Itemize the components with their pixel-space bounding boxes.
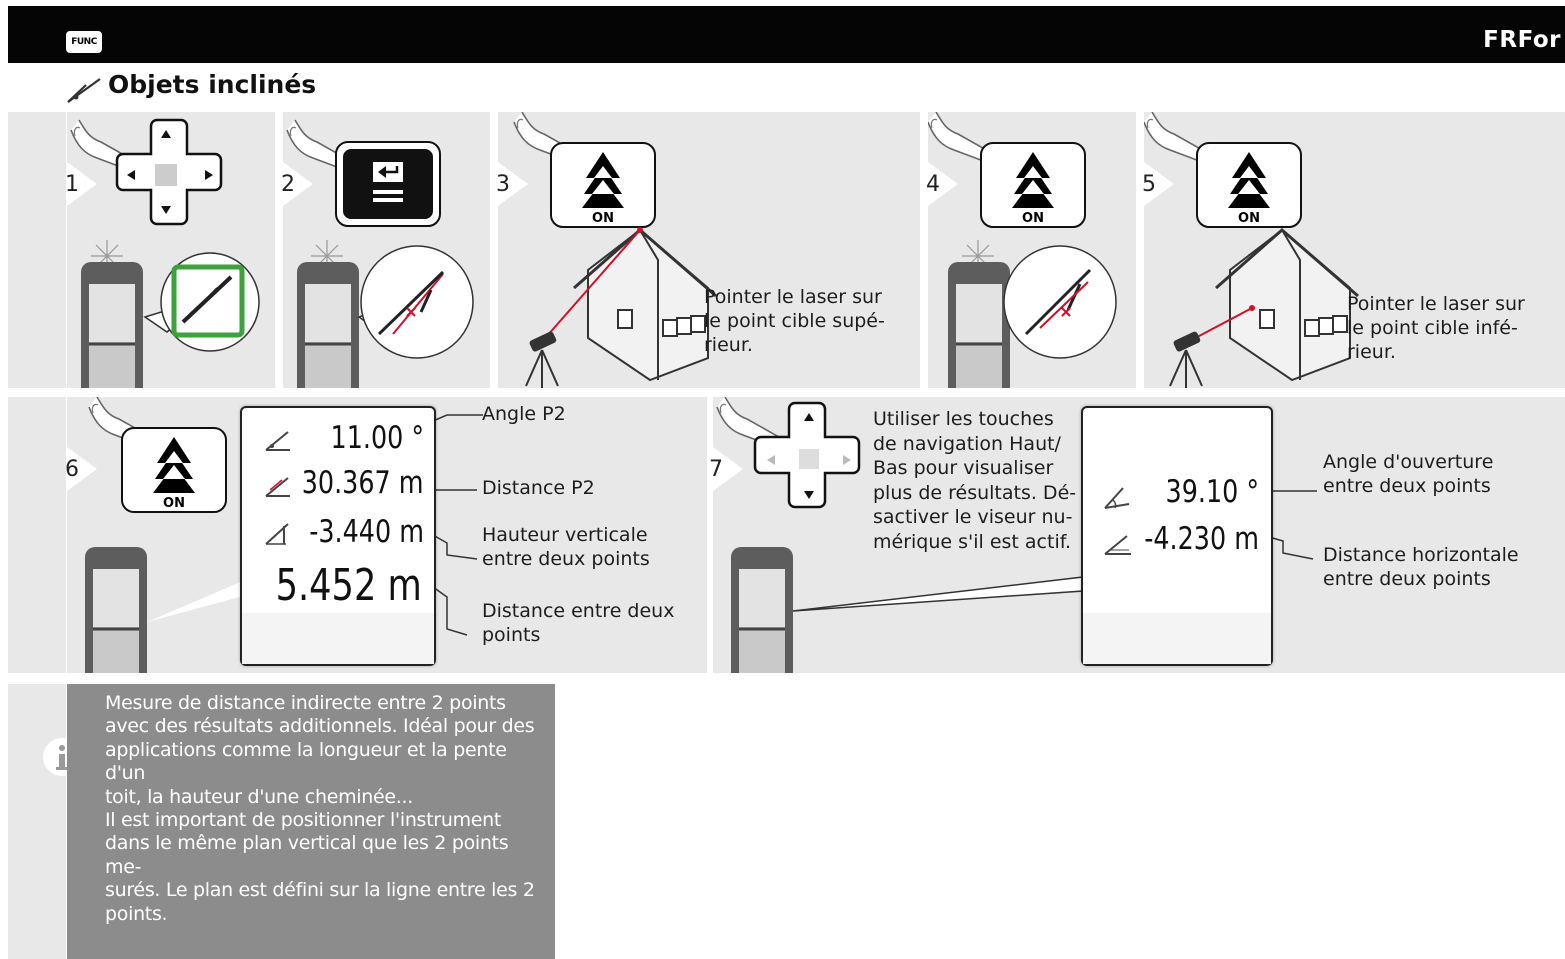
device-display xyxy=(240,406,436,666)
step-number: 5 xyxy=(1142,172,1156,197)
on-button-label: ON xyxy=(163,496,185,511)
language-code: FRFor xyxy=(1483,27,1561,53)
on-button-label: ON xyxy=(1022,211,1044,226)
step-number: 2 xyxy=(281,172,295,197)
step-number: 6 xyxy=(65,457,79,482)
text-line: Distance horizontale xyxy=(1323,544,1519,566)
label-angle-p2: Angle P2 xyxy=(482,403,566,425)
text-line: Mesure de distance indirecte entre 2 points xyxy=(105,692,506,714)
label-distance-between xyxy=(482,599,674,647)
label-opening-angle xyxy=(1323,450,1493,498)
text-line: points. xyxy=(105,902,168,925)
text-line: Il est important de positionner l'instrument xyxy=(105,809,502,832)
on-button-label: ON xyxy=(1238,211,1260,226)
step-number: 4 xyxy=(926,172,940,197)
display-footer xyxy=(1083,613,1271,664)
vertical-height-icon xyxy=(264,522,294,548)
page-title: Objets inclinés xyxy=(108,70,317,99)
step-1-illustration xyxy=(67,112,275,388)
reading-main-value: 5.452 m xyxy=(275,560,422,611)
step-5-instructions xyxy=(1347,292,1557,364)
step-4-illustration xyxy=(928,112,1136,388)
step-4-panel xyxy=(928,112,1136,388)
step-3-instructions xyxy=(704,285,914,357)
distance-p2-icon xyxy=(264,474,294,500)
text-line: Angle d'ouverture xyxy=(1323,451,1494,473)
text-line: surés. Le plan est défini sur la ligne entre les 2 xyxy=(105,879,535,902)
label-distance-p2: Distance P2 xyxy=(482,477,595,499)
row2-gutter xyxy=(8,397,66,673)
text-line: mérique s'il est actif. xyxy=(873,530,1072,553)
text-line: Bas pour visualiser xyxy=(873,457,1054,479)
step-1-panel xyxy=(67,112,275,388)
text-line: entre deux points xyxy=(1323,475,1491,497)
text-line: sactiver le viseur nu- xyxy=(873,506,1073,528)
text-line: dans le même plan vertical que les 2 points me- xyxy=(105,832,509,878)
enter-key-icon xyxy=(336,142,440,226)
text-line: Pointer le laser sur xyxy=(1347,293,1525,315)
text-line: toit, la hauteur d'une cheminée... xyxy=(105,785,414,808)
text-line: le point cible infé- xyxy=(1347,317,1518,339)
reading-value: 11.00 ° xyxy=(330,420,424,456)
step-number: 3 xyxy=(496,172,510,197)
step-2-illustration xyxy=(283,112,490,388)
text-line: de navigation Haut/ xyxy=(873,432,1061,455)
step-6-panel xyxy=(67,397,707,673)
step-5-panel xyxy=(1144,112,1565,388)
reading-value: 30.367 m xyxy=(302,465,424,501)
text-line: entre deux points xyxy=(482,548,650,570)
angle-p2-icon xyxy=(264,428,294,454)
step-number: 7 xyxy=(709,457,723,482)
reading-value: -3.440 m xyxy=(309,514,424,550)
opening-angle-icon xyxy=(1103,484,1133,512)
text-line: Distance entre deux xyxy=(482,600,675,622)
label-horizontal-distance xyxy=(1323,543,1519,591)
text-line: avec des résultats additionnels. Idéal pour des xyxy=(105,715,535,738)
row3-gutter xyxy=(8,684,66,959)
text-line: applications comme la longueur et la pente d'un xyxy=(105,738,507,785)
label-vertical-height xyxy=(482,523,650,571)
text-line: Hauteur verticale xyxy=(482,524,648,546)
step-2-panel xyxy=(283,112,490,388)
text-line: plus de résultats. Dé- xyxy=(873,481,1077,504)
text-line: rieur. xyxy=(1347,341,1396,363)
on-button-label: ON xyxy=(592,211,614,226)
text-line: Pointer le laser sur xyxy=(704,286,882,308)
horizontal-distance-icon xyxy=(1103,532,1133,558)
tilt-angle-icon xyxy=(66,75,102,105)
func-badge: FUNC xyxy=(66,31,102,53)
text-line: points xyxy=(482,624,541,646)
step-3-panel xyxy=(498,112,920,388)
device-display-results xyxy=(1081,406,1273,666)
step-7-panel xyxy=(709,397,1565,673)
step-number: 1 xyxy=(65,172,79,197)
info-text xyxy=(105,692,550,926)
row1-gutter xyxy=(8,112,66,388)
text-line: Utiliser les touches xyxy=(873,408,1054,430)
text-line: entre deux points xyxy=(1323,568,1491,590)
header-bar xyxy=(8,6,1565,63)
reading-value: 39.10 ° xyxy=(1165,474,1259,510)
step-7-instructions xyxy=(873,407,1083,554)
text-line: le point cible supé- xyxy=(704,310,885,332)
reading-value: -4.230 m xyxy=(1144,521,1259,557)
text-line: rieur. xyxy=(704,334,753,356)
display-footer xyxy=(242,613,434,664)
